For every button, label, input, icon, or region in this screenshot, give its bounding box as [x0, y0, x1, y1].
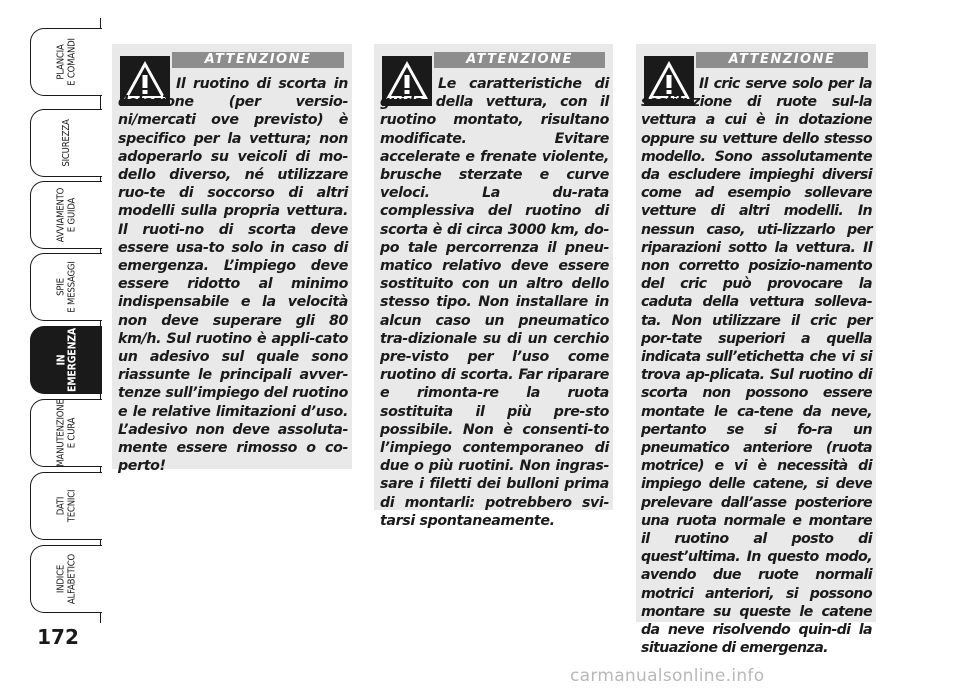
- warning-box-caratteristiche-guida: [374, 44, 613, 529]
- tab-indice-alfabetico[interactable]: [30, 545, 102, 613]
- page-number: 172: [37, 625, 79, 649]
- warning-box-cric: [636, 44, 876, 657]
- warning-text: Il ruotino di scorta in dotazione (per versio-ni/mercati ove previsto) è specifico per la vettura; non adoperarlo su veicoli di mo-dello diverso, né utilizzare ruo-te di soccorso di altri modelli sulla propria vettura. Il ruoti-no di scorta deve essere usa-to solo in caso di emergenza. L’impiego deve essere ridotto al minimo indispensabile e la velocità non deve superare gli 80 km/h. Sul ruotino è appli-cato un adesivo sul quale sono riassunte le principali avver-tenze sull’impiego del ruotino e le relative limitazioni d’uso. L’adesivo non deve assoluta-mente essere rimosso o co-perto!: [118, 76, 348, 475]
- tab-spie-e-messaggi[interactable]: [30, 253, 102, 321]
- tab-label: AVVIAMENTO E GUIDA: [55, 187, 77, 243]
- tab-sicurezza[interactable]: [30, 109, 102, 177]
- tab-label: PLANCIA E COMANDI: [55, 38, 77, 86]
- warning-text: Le caratteristiche di guida della vettura, con il ruotino montato, risultano modificate. Evitare accelerate e frenate violente, brusche sterzate e curve veloci. La du-rata complessiva del ruotino di scorta è di circa 3000 km, do-po tale percorrenza il pneu-matico relativo deve essere sostituito con un altro dello stesso tipo. Non installare in alcun caso un pneumatico tra-dizionale su di un cerchio pre-visto per l’uso come ruotino di scorta. Far riparare e rimonta-re la ruota sostituita il più pre-sto possibile. Non è consenti-to l’impiego contemporaneo di due o più ruotini. Non ingras-sare i filetti dei bulloni prima di montarli: potrebbero svi-tarsi spontaneamente.: [380, 76, 609, 529]
- tab-plancia-e-comandi[interactable]: [30, 28, 102, 96]
- tab-label: INDICE ALFABETICO: [55, 553, 77, 605]
- tab-dati-tecnici[interactable]: [30, 472, 102, 540]
- tab-avviamento-e-guida[interactable]: [30, 181, 102, 249]
- warning-title: ATTENZIONE: [434, 52, 605, 68]
- watermark: carmanualsonline.info: [570, 666, 765, 686]
- warning-box-ruotino-specifico: [112, 44, 352, 475]
- warning-title: ATTENZIONE: [696, 52, 868, 68]
- tab-label: SPIE E MESSAGGI: [55, 261, 77, 313]
- warning-text: Il cric serve solo per la sostituzione di ruote sul-la vettura a cui è in dotazione oppure su vetture dello stesso modello. Sono assolutamente da escludere impieghi diversi come ad esempio sollevare vetture di altri modelli. In nessun caso, uti-lizzarlo per riparazioni sotto la vettura. Il non corretto posizio-namento del cric può provocare la caduta della vettura solleva-ta. Non utilizzare il cric per por-tate superiori a quella indicata sull’etichetta che vi si trova ap-plicata. Sul ruotino di scorta non possono essere montate le ca-tene da neve, pertanto se si fo-ra un pneumatico anteriore (ruota motrice) e vi è necessità di impiego delle catene, si deve prelevare dall’asse posteriore una ruota normale e montare il ruotino al posto di quest’ultima. In questo modo, avendo due ruote normali motrici anteriori, si possono montare su queste le catene da neve risolvendo quin-di la situazione di emergenza.: [641, 76, 872, 657]
- tab-in-emergenza[interactable]: [30, 326, 102, 394]
- tab-label: IN EMERGENZA: [55, 327, 78, 393]
- tab-label: SICUREZZA: [60, 119, 72, 167]
- tab-label: MANUTENZIONE E CURA: [55, 399, 77, 467]
- tab-label: DATI TECNICI: [55, 489, 77, 523]
- tab-manutenzione-e-cura[interactable]: [30, 399, 102, 467]
- warning-title: ATTENZIONE: [172, 52, 344, 68]
